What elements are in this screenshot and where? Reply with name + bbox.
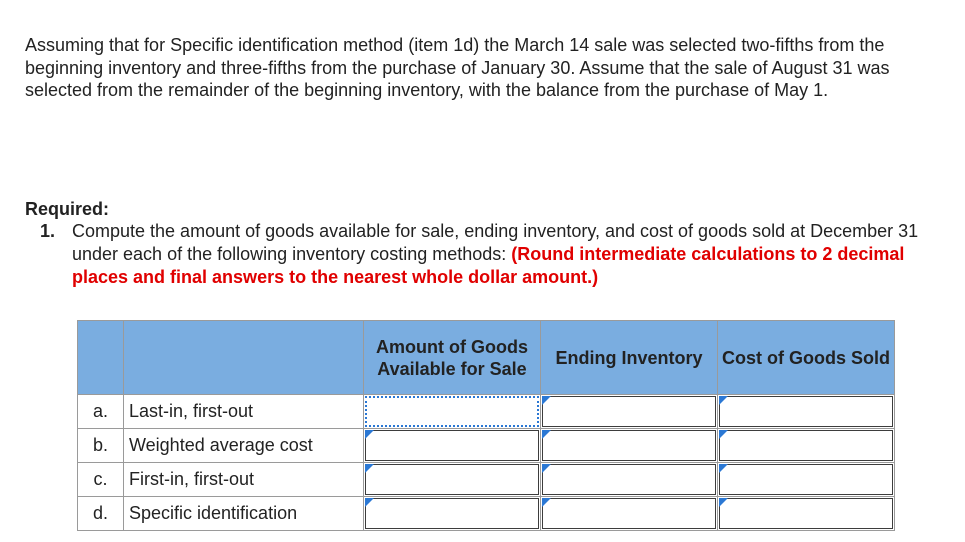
input-marker-icon: [542, 498, 551, 507]
cost-of-goods-sold-input[interactable]: [718, 429, 895, 463]
inventory-answer-table: [77, 320, 895, 531]
header-cost-of-goods-sold: Cost of Goods Sold: [718, 321, 895, 395]
requirement-item: [40, 220, 920, 289]
header-goods-available: Amount of Goods Available for Sale: [364, 321, 541, 395]
table-row: [78, 429, 895, 463]
requirement-instruction: Compute the amount of goods available for sale, ending inventory, and cost of goods sold at December 31 under each of the following inventory costing methods:: [72, 221, 919, 264]
input-marker-icon: [365, 464, 374, 473]
input-marker-icon: [365, 430, 374, 439]
row-method-label: First-in, first-out: [124, 463, 364, 497]
table-header-row: [78, 321, 895, 395]
row-letter: d.: [78, 497, 124, 531]
input-box: [365, 464, 539, 495]
row-letter: c.: [78, 463, 124, 497]
input-marker-icon: [719, 396, 728, 405]
input-box: [719, 498, 893, 529]
input-box: [719, 396, 893, 427]
input-marker-icon: [719, 430, 728, 439]
table-row: [78, 463, 895, 497]
ending-inventory-input[interactable]: [541, 395, 718, 429]
table-row: [78, 395, 895, 429]
goods-available-input[interactable]: [364, 497, 541, 531]
input-box: [542, 396, 716, 427]
header-letter: [78, 321, 124, 395]
row-method-label: Weighted average cost: [124, 429, 364, 463]
ending-inventory-input[interactable]: [541, 463, 718, 497]
row-method-label: Specific identification: [124, 497, 364, 531]
input-box: [365, 498, 539, 529]
cost-of-goods-sold-input[interactable]: [718, 497, 895, 531]
ending-inventory-input[interactable]: [541, 497, 718, 531]
goods-available-input[interactable]: [364, 395, 541, 429]
input-box: [542, 464, 716, 495]
row-method-label: Last-in, first-out: [124, 395, 364, 429]
goods-available-input[interactable]: [364, 463, 541, 497]
input-marker-icon: [542, 430, 551, 439]
requirement-number: 1.: [40, 221, 56, 241]
input-marker-icon: [365, 498, 374, 507]
input-focus-outline: [365, 396, 539, 427]
cost-of-goods-sold-input[interactable]: [718, 463, 895, 497]
goods-available-input[interactable]: [364, 429, 541, 463]
ending-inventory-input[interactable]: [541, 429, 718, 463]
input-box: [542, 430, 716, 461]
input-box: [365, 430, 539, 461]
rounding-note: (Round intermediate calculations to 2 decimal places and final answers to the nearest whole dollar amount.): [72, 244, 905, 287]
row-letter: b.: [78, 429, 124, 463]
required-heading: Required:: [25, 199, 110, 219]
header-method: [124, 321, 364, 395]
input-marker-icon: [542, 464, 551, 473]
input-box: [719, 464, 893, 495]
input-box: [542, 498, 716, 529]
table-row: [78, 497, 895, 531]
problem-intro: Assuming that for Specific identification method (item 1d) the March 14 sale was selected two-fifths from the beginning inventory and three-fifths from the purchase of January 30. Assume that the sale of August 31 was selected from the remainder of the beginning inventory, with the balance from the purchase of May 1.: [25, 35, 890, 100]
input-box: [719, 430, 893, 461]
input-marker-icon: [542, 396, 551, 405]
row-letter: a.: [78, 395, 124, 429]
cost-of-goods-sold-input[interactable]: [718, 395, 895, 429]
input-marker-icon: [719, 464, 728, 473]
header-ending-inventory: Ending Inventory: [541, 321, 718, 395]
requirement-text: [72, 220, 920, 289]
input-marker-icon: [719, 498, 728, 507]
